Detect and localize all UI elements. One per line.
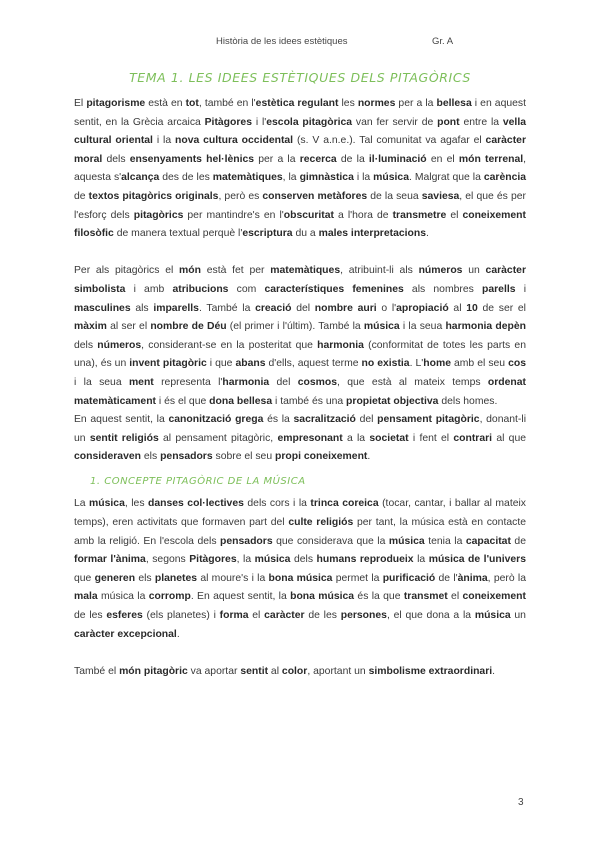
bold-term: vella cultural oriental [74,116,526,147]
bold-term: coneixement filosòfic [74,209,526,240]
paragraph-gap [74,644,526,663]
bold-term: color [281,665,308,677]
bold-term: ment [128,376,154,388]
bold-term: contrari [453,432,493,444]
bold-term: ensenyaments hel·lènics [129,153,255,165]
bold-term: Pitàgores [189,554,237,566]
bold-term: transmet [403,591,448,603]
document-body [74,95,526,681]
bold-term: nombre de Déu [150,321,227,333]
bold-term: recerca [299,153,337,165]
bold-term: normes [357,98,396,109]
bold-term: societat [369,432,409,444]
section-title: TEMA 1. LES IDEES ESTÈTIQUES DELS PITAGÒRICS [129,70,471,85]
bold-term: bona música [268,572,333,584]
bold-term: nova cultura occidental [175,135,294,147]
bold-term: corromp [148,591,191,603]
bold-term: números [97,339,142,351]
bold-term: escola pitagòrica [266,116,353,128]
bold-term: conserven metàfores [262,190,368,202]
bold-term: caràcter moral [74,135,526,165]
bold-term: mala [74,591,98,603]
bold-term: obscuritat [283,209,334,221]
bold-term: música de l'univers [428,554,527,566]
bold-term: gimnàstica [299,172,354,184]
bold-term: ànima [457,572,488,584]
bold-term: pitagorisme [86,98,146,109]
bold-term: textos pitagòrics originals [88,190,219,202]
bold-term: coneixement [462,591,526,603]
bold-term: món pitagòric [119,665,188,677]
bold-term: màxim [74,321,107,333]
bold-term: trinca coreica [310,498,379,510]
bold-term: esferes [106,610,143,622]
bold-term: abans [235,358,266,370]
bold-term: forma [219,610,249,622]
bold-term: música [388,535,425,547]
bold-term: purificació [382,572,436,584]
header-title: Història de les idees estètiques [216,36,348,47]
header-grade: Gr. A [432,36,454,47]
bold-term: transmetre [392,209,447,221]
bold-term: capacitat [465,535,511,547]
bold-term: masculines [74,302,131,314]
bold-term: música [373,172,409,184]
bold-term: home [423,358,451,370]
bold-term: canonització grega [168,414,264,426]
bold-term: caràcter excepcional [74,628,177,640]
bold-term: bellesa [436,98,472,109]
bold-term: pont [437,116,460,128]
bold-term: alcança [121,172,160,184]
bold-term: caràcter [264,610,305,622]
paragraph: La música, les danses col·lectives dels cors i la trinca coreica (tocar, cantar, i ballar al mateix temps), eren activitats que formaven part del culte religiós per tant, la música està en contacte amb la religió. En l'escola dels pensadors que considerava que la música tenia la capacitat de formar l'ànima, segons Pitàgores, la música dels humans reprodueix la música de l'univers que generen els planetes al moure's i la bona música permet la purificació de l'ànima, però la mala música la corromp. En aquest sentit, la bona música és la que transmet el coneixement de les esferes (els planetes) i forma el caràcter de les persones, el que dona a la música un caràcter excepcional. [74,498,527,640]
bold-term: empresonant [277,432,343,444]
bold-term: món [179,265,201,277]
bold-term: danses col·lectives [148,498,244,510]
bold-term: Pitàgores [204,116,252,128]
bold-term: música [474,610,511,622]
bold-term: il·luminació [368,153,427,165]
bold-term: simbolisme extraordinari [368,665,493,677]
bold-term: ordenat matemàticament [74,376,526,407]
bold-term: atribucions [172,283,229,295]
bold-term: propi coneixement [275,451,368,463]
subsection-title: 1. CONCEPTE PITAGÒRIC DE LA MÚSICA [90,475,306,487]
bold-term: números [418,265,463,277]
page-number: 3 [518,797,524,808]
bold-term: creació [255,302,292,314]
paragraph-gap [74,244,526,263]
bold-term: característiques femenines [264,283,404,295]
bold-term: caràcter simbolista [74,265,526,295]
bold-term: pensadors [160,451,213,463]
bold-term: 10 [466,302,478,314]
bold-term: dona bellesa [209,395,273,407]
paragraph: Per als pitagòrics el món està fet per matemàtiques, atribuint-li als números un caràcter simbolista i amb atribucions com característiques femenines als nombres parells i masculines als imparells. També la creació del nombre auri o l'apropiació al 10 de ser el màxim al ser el nombre de Déu (el primer i l'últim). També la música i la seua harmonia depèn dels números, considerant-se en la posteritat que harmonia (conformitat de totes les parts en una), és un invent pitagòric i que abans d'ells, aquest terme no existia. L'home amb el seu cos i la seua ment representa l'harmonia del cosmos, que està al mateix temps ordenat matemàticament i és el que dona bellesa i també és una propietat objectiva dels homes. [74,265,527,407]
paragraph: També el món pitagòric va aportar sentit al color, aportant un simbolisme extraordinari. [74,665,496,677]
paragraph: En aquest sentit, la canonització grega és la sacralització del pensament pitagòric, donant-li un sentit religiós al pensament pitagòric, empresonant a la societat i fent el contrari al que consideraven els pensadors sobre el seu propi coneixement. [74,414,527,463]
bold-term: formar l'ànima [74,554,146,566]
bold-term: propietat objectiva [346,395,439,407]
bold-term: matemàtiques [270,265,341,277]
bold-term: pensament pitagòric [377,414,480,426]
bold-term: persones [340,610,387,622]
bold-term: generen [94,572,136,584]
bold-term: cosmos [297,376,338,388]
bold-term: harmonia depèn [445,321,526,333]
bold-term: saviesa [421,190,460,202]
bold-term: consideraven [74,451,141,463]
bold-term: món terrenal [458,153,524,165]
bold-term: sentit [240,665,269,677]
bold-term: nombre auri [314,302,377,314]
bold-term: harmonia [317,339,364,351]
bold-term: apropiació [396,302,449,314]
bold-term: males interpretacions [318,228,426,240]
bold-term: música [254,554,291,566]
bold-term: pensadors [220,535,273,547]
bold-term: harmonia [222,376,270,388]
bold-term: música [363,321,400,333]
bold-term: invent pitagòric [129,358,207,370]
bold-term: matemàtiques [212,172,283,184]
bold-term: no existia [361,358,410,370]
bold-term: carència [483,172,527,184]
bold-term: planetes [154,572,198,584]
bold-term: parells [482,283,516,295]
bold-term: tot [185,98,199,109]
bold-term: estètica regulant [255,98,339,109]
paragraph: El pitagorisme està en tot, també en l'estètica regulant les normes per a la bellesa i en aquest sentit, en la Grècia arcaica Pitàgores i l'escola pitagòrica van fer servir de pont entre la vella cultural oriental i la nova cultura occidental (s. V a.n.e.). Tal comunitat va agafar el caràcter moral dels ensenyaments hel·lènics per a la recerca de la il·luminació en el món terrenal, aquesta s'alcança des de les matemàtiques, la gimnàstica i la música. Malgrat que la carència de textos pitagòrics originals, però es conserven metàfores de la seua saviesa, el que és per l'esforç dels pitagòrics per mantindre's en l'obscuritat a l'hora de transmetre el coneixement filosòfic de manera textual perquè l'escriptura du a males interpretacions. [74,98,527,240]
bold-term: escriptura [242,228,293,240]
bold-term: cos [508,358,526,370]
bold-term: sacralització [293,414,356,426]
bold-term: música [89,498,125,510]
bold-term: pitagòrics [133,209,184,221]
bold-term: culte religiós [288,517,354,529]
bold-term: humans reprodueix [316,554,414,566]
bold-term: sentit religiós [89,432,159,444]
bold-term: bona música [290,591,355,603]
bold-term: imparells [153,302,199,314]
